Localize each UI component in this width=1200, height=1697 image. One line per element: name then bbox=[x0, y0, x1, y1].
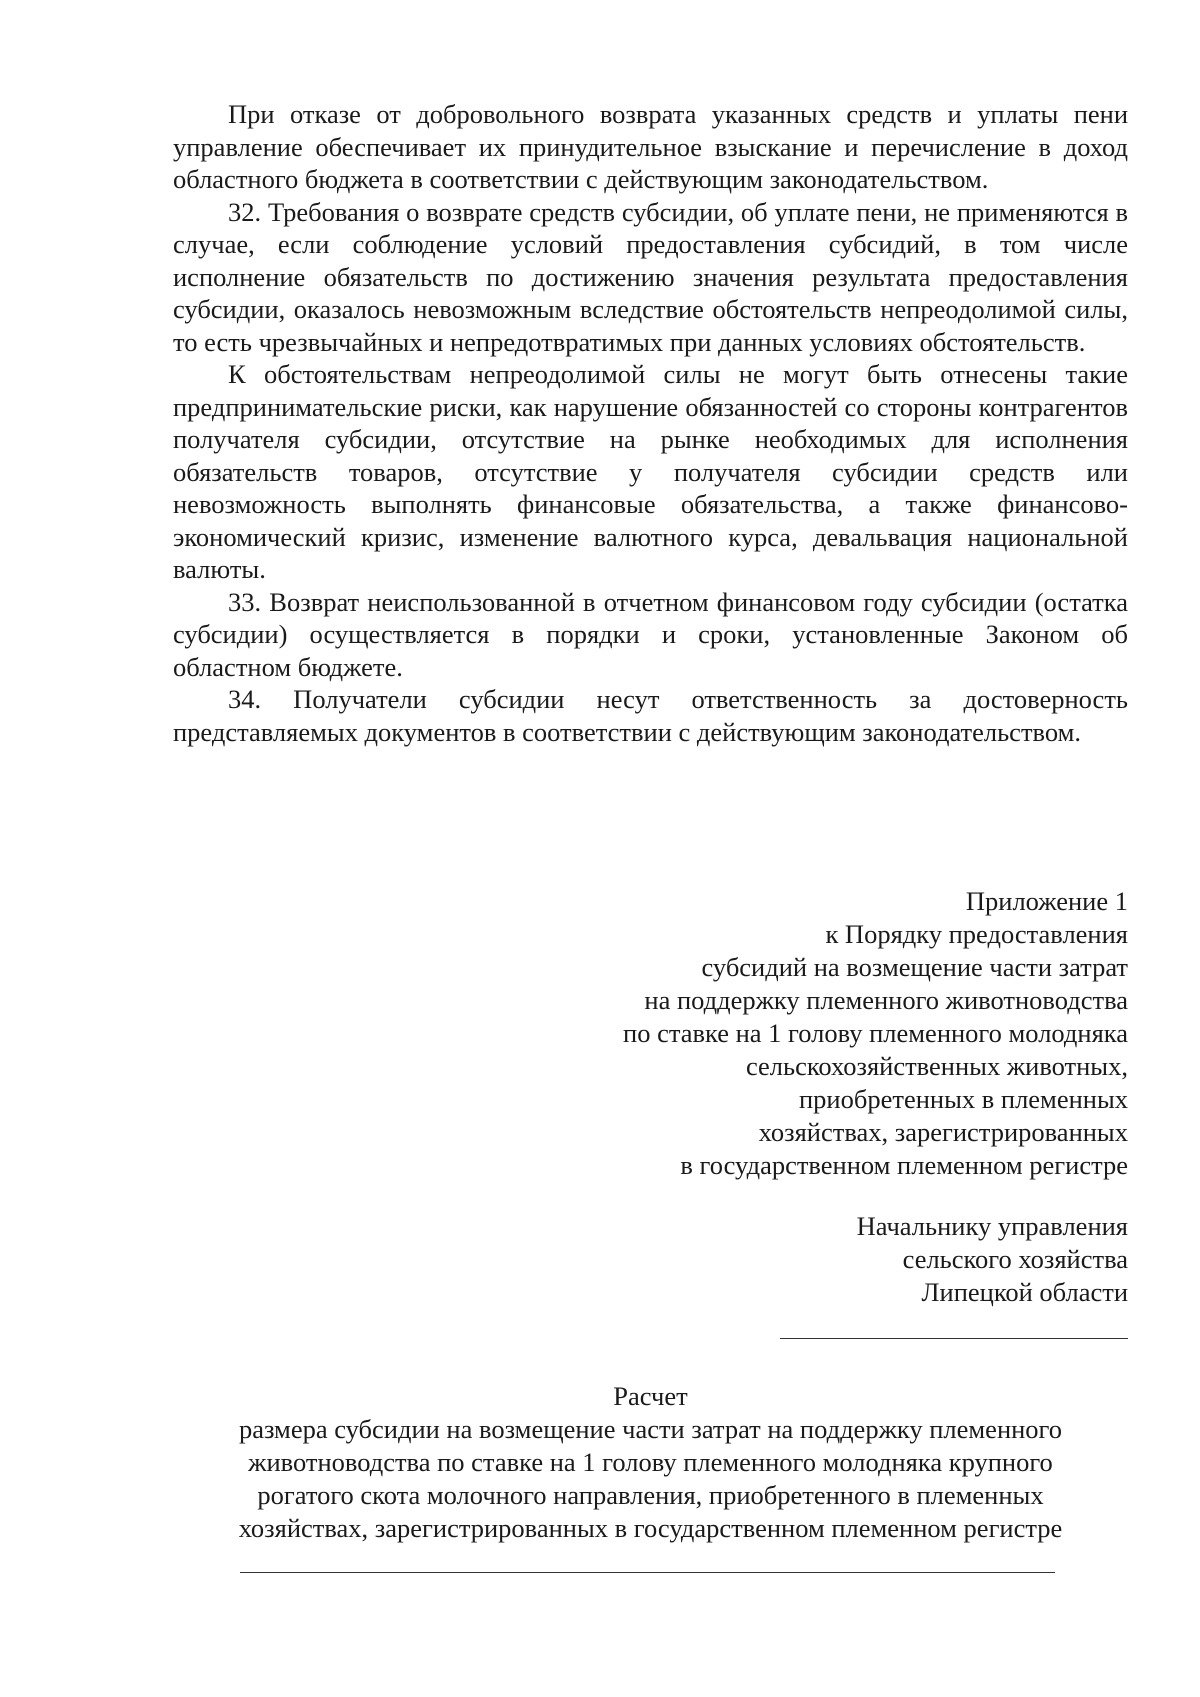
appendix-line: в государственном племенном регистре bbox=[680, 1150, 1128, 1180]
paragraph-32: 32. Требования о возврате средств субсидии, об уплате пени, не применяются в случае, если соблюдение условий предоставления субсидий, в том числе исполнение обязательств по достижению значения результата предоставления субсидии, оказалось невозможным вследствие обстоятельств непреодолимой силы, то есть чрезвычайных и непредотвратимых при данных условиях обстоятельств. bbox=[173, 196, 1128, 357]
addressee-line: сельского хозяйства bbox=[902, 1244, 1128, 1274]
calculation-heading bbox=[173, 1380, 1128, 1545]
calculation-line: животноводства по ставке на 1 голову племенного молодняка крупного bbox=[248, 1447, 1053, 1477]
appendix-header bbox=[508, 885, 1128, 1182]
calculation-line: рогатого скота молочного направления, приобретенного в племенных bbox=[257, 1480, 1044, 1510]
sender-blank-line bbox=[780, 1338, 1128, 1339]
calculation-line: хозяйствах, зарегистрированных в государственном племенном регистре bbox=[238, 1513, 1063, 1543]
paragraph-34: 34. Получатели субсидии несут ответственность за достоверность представляемых документов в соответствии с действующим законодательством. bbox=[173, 684, 1128, 747]
addressee-line: Начальнику управления bbox=[856, 1211, 1128, 1241]
appendix-line: субсидий на возмещение части затрат bbox=[701, 952, 1128, 982]
appendix-line: по ставке на 1 голову племенного молодняка bbox=[623, 1018, 1128, 1048]
calculation-title: Расчет bbox=[613, 1381, 688, 1411]
recipient-blank-line bbox=[240, 1572, 1055, 1573]
appendix-line: Приложение 1 bbox=[965, 886, 1128, 916]
paragraph-refusal-refund: При отказе от добровольного возврата указанных средств и уплаты пени управление обеспечивает их принудительное взыскание и перечисление в доход областного бюджета в соответствии с действующим законодательством. bbox=[173, 99, 1128, 194]
paragraph-33: 33. Возврат неиспользованной в отчетном финансовом году субсидии (остатка субсидии) осуществляется в порядки и сроки, установленные Законом об областном бюджете. bbox=[173, 586, 1128, 682]
document-body bbox=[173, 98, 1128, 748]
addressee-line: Липецкой области bbox=[921, 1277, 1128, 1307]
appendix-line: к Порядку предоставления bbox=[825, 919, 1128, 949]
appendix-line: на поддержку племенного животноводства bbox=[644, 985, 1128, 1015]
appendix-line: приобретенных в племенных bbox=[799, 1084, 1128, 1114]
paragraph-force-majeure: К обстоятельствам непреодолимой силы не могут быть отнесены такие предпринимательские риски, как нарушение обязанностей со стороны контрагентов получателя субсидии, отсутствие на рынке необходимых для исполнения обязательств товаров, отсутствие у получателя субсидии средств или невозможность выполнять финансовые обязательства, а также финансово-экономический кризис, изменение валютного курса, девальвация национальной валюты. bbox=[173, 359, 1128, 584]
calculation-line: размера субсидии на возмещение части затрат на поддержку племенного bbox=[238, 1414, 1063, 1444]
addressee-block bbox=[628, 1210, 1128, 1309]
appendix-line: хозяйствах, зарегистрированных bbox=[758, 1117, 1128, 1147]
appendix-line: сельскохозяйственных животных, bbox=[745, 1051, 1128, 1081]
